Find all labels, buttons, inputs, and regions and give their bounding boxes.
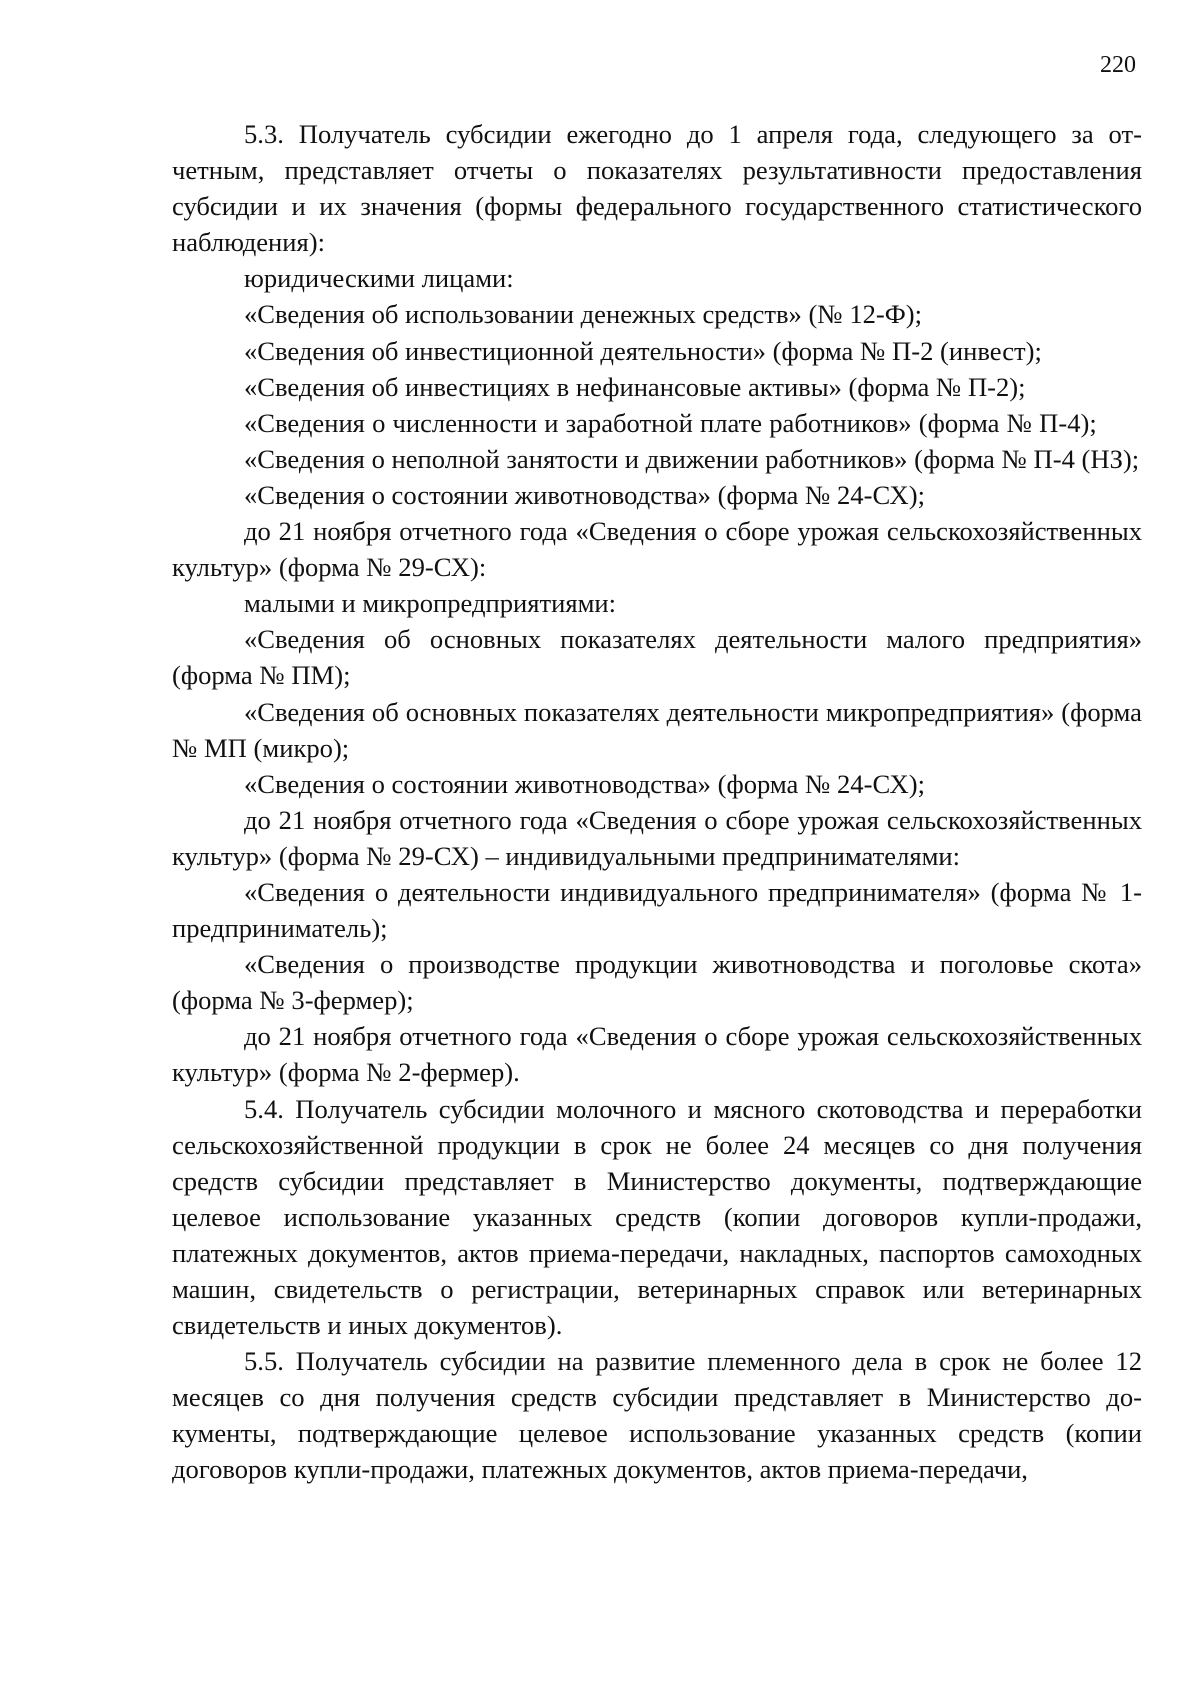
paragraph-form-p2-invest: «Сведения об инвестиционной деятельности» (форма № П-2 (инвест); [244, 335, 1042, 366]
paragraph-form-p4: «Сведения о численности и заработной плате работников» (форма № П-4); [244, 407, 1097, 438]
paragraph-form-p4-nz: «Сведения о неполной занятости и движении работников» (форма № П-4 (НЗ); [244, 443, 1140, 474]
paragraph-5-5: 5.5. Получатель субсидии на развитие племенного дела в срок не более 12 месяцев со дня получения средств субсидии представляет в Министерство документы, подтверждающие целевое использование указанных средств (копии договоров купли-продажи, платежных документов, актов приема-передачи, [172, 1346, 1142, 1485]
paragraph-form-mp: «Сведения об основных показателях деятельности микропредприятия» (форма № МП (микро); [172, 696, 1142, 763]
paragraph-5-3: 5.3. Получатель субсидии ежегодно до 1 апреля года, следующего за отчетным, представляет отчеты о показателях результативности предоставления субсидии и их значения (формы федерального государственного статистического наблюдения): [172, 119, 1142, 258]
page-number: 220 [1100, 52, 1136, 78]
paragraph-form-29sh-legal: до 21 ноября отчетного года «Сведения о сборе урожая сельскохозяйственных культур» (форма № 29-СХ): [172, 516, 1142, 583]
paragraph-form-12f: «Сведения об использовании денежных средств» (№ 12-Ф); [244, 299, 923, 330]
paragraph-legal-entities-heading: юридическими лицами: [244, 263, 514, 294]
paragraph-form-29sh-small: до 21 ноября отчетного года «Сведения о сборе урожая сельскохозяйственных культур» (форма № 29-СХ) – индивидуальными предпринимателями: [172, 804, 1142, 871]
paragraph-form-pm: «Сведения об основных показателях деятельности малого предприятия» (форма № ПМ); [172, 624, 1142, 691]
paragraph-5-4: 5.4. Получатель субсидии молочного и мясного скотоводства и переработки сельскохозяйственной продукции в срок не более 24 месяцев со дня получения средств субсидии представляет в Министерство документы, подтверждающие целевое использование указанных средств (копии договоров купли-продажи, платежных документов, актов приема-передачи, накладных, паспортов самоходных машин, свидетельств о регистрации, ветеринарных справок или ветеринарных свидетельств и иных документов). [172, 1093, 1142, 1341]
document-body [172, 116, 1142, 1488]
paragraph-small-enterprises-heading: малыми и микропредприятиями: [244, 588, 617, 619]
paragraph-form-1-entrepreneur: «Сведения о деятельности индивидуального предпринимателя» (форма № 1-предприниматель); [172, 876, 1142, 944]
paragraph-form-24sh-small: «Сведения о состоянии животноводства» (форма № 24-СХ); [244, 768, 925, 799]
paragraph-form-2-farmer: до 21 ноября отчетного года «Сведения о сборе урожая сельскохозяйственных культур» (форма № 2-фермер). [172, 1021, 1142, 1088]
paragraph-form-p2: «Сведения об инвестициях в нефинансовые активы» (форма № П-2); [244, 371, 1026, 402]
paragraph-form-24sh-legal: «Сведения о состоянии животноводства» (форма № 24-СХ); [244, 479, 925, 510]
paragraph-form-3-farmer: «Сведения о производстве продукции животноводства и поголовье скота» (форма № 3-фермер); [172, 949, 1142, 1016]
